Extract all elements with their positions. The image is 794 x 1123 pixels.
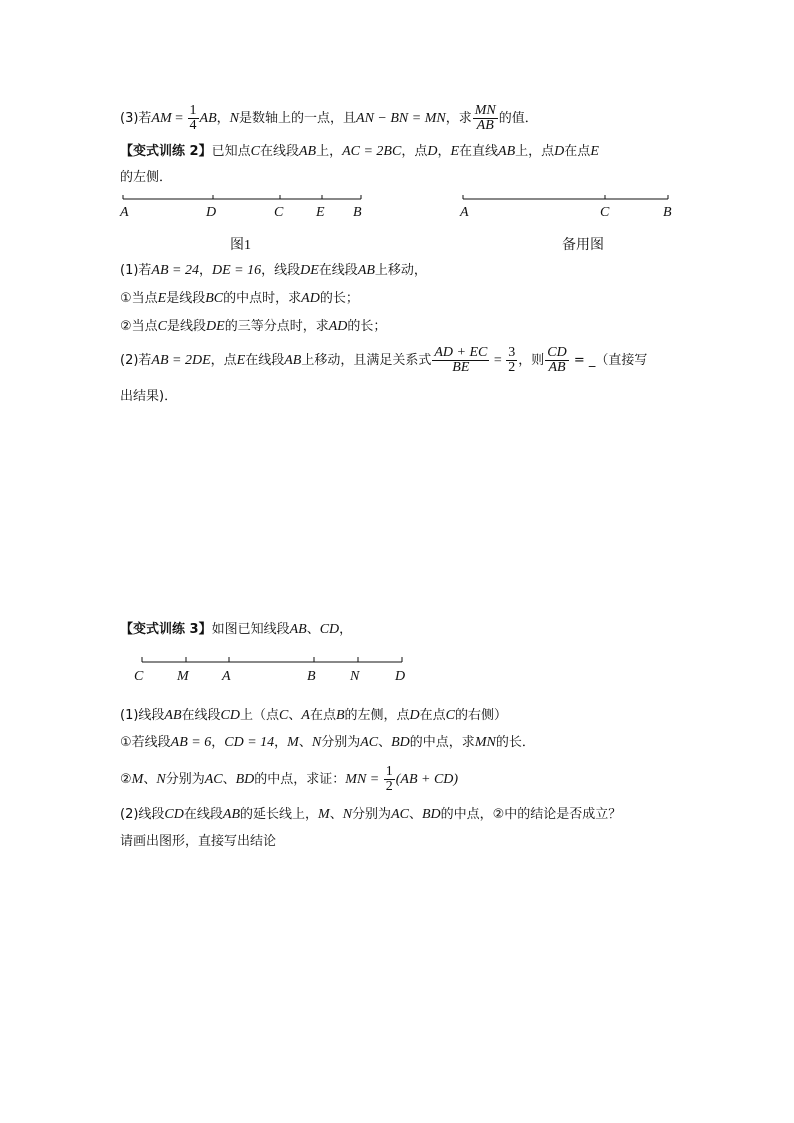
p1a-t2: 是线段 (166, 291, 206, 306)
fig3-label-m: M (177, 669, 189, 684)
q31b-f-num: 1 (385, 764, 393, 779)
v3-part-2-line2 (120, 833, 276, 851)
q31b-t3: 、 (222, 772, 236, 787)
vt2-e2: E (590, 144, 599, 159)
p1a-bc: BC (205, 291, 224, 306)
q31-cd: CD (220, 708, 240, 723)
vt2-t2: 在线段 (259, 144, 299, 159)
vt2-d: D (427, 144, 438, 159)
variant-3-tag: 【变式训练 3】 (120, 622, 212, 637)
vt3-t2: 、 (306, 622, 320, 637)
p2-t2: 在线段 (245, 353, 285, 368)
p1-prefix: (1)若 (120, 263, 152, 278)
q31-t6: 在点 (419, 708, 446, 723)
vt2-t1: 已知点 (211, 144, 251, 159)
vt2-expr: AC = 2BC (342, 144, 402, 159)
q3-t2: 是数轴上的一点，且 (239, 111, 357, 126)
v3-part-1-statement (120, 707, 507, 725)
p1b-t2: 是线段 (167, 319, 207, 334)
q31a-e1: AB = 6 (170, 735, 212, 750)
p2-f1-num: AD + EC (434, 345, 488, 360)
q31a-t4: 、 (298, 735, 312, 750)
q31-prefix: (1)线段 (120, 708, 165, 723)
p1a-t4: 的长； (319, 291, 359, 306)
q3-frac2-den: AB (476, 118, 494, 133)
vt3-t1: 如图已知线段 (211, 622, 290, 637)
p2-frac-main (432, 346, 489, 375)
q31b-t1: 、 (143, 772, 157, 787)
p1-e2: DE = 16 (212, 263, 262, 278)
p2-f2-den: 2 (508, 360, 516, 375)
q31b-n: N (156, 772, 166, 787)
q31b-t4: 的中点，求证： (254, 772, 346, 787)
q31-a: A (301, 708, 310, 723)
p1-e1: AB = 24 (151, 263, 199, 278)
vt2-t4: ，点 (401, 144, 428, 159)
q31b-frac-1-2 (384, 765, 395, 794)
p1b-ad: AD (328, 319, 348, 334)
fig3-label-n: N (350, 669, 360, 684)
q3-frac-1-4 (188, 104, 199, 133)
vt2-t3: 上， (316, 144, 343, 159)
q32-t4: 分别为 (352, 807, 392, 822)
q31-b: B (335, 708, 345, 723)
p2-t5: = _（直接写 (569, 353, 648, 368)
q31a-mn: MN (474, 735, 496, 750)
q31b-bd: BD (235, 772, 255, 787)
variant-2-line2 (120, 169, 172, 187)
p1a-mark: ① (120, 291, 132, 306)
p1a-e: E (157, 291, 167, 306)
p2-line2: 出结果)． (120, 389, 178, 404)
q31a-t8: 的长． (495, 735, 535, 750)
q32-line2: 请画出图形，直接写出结论 (120, 834, 277, 849)
vt2-t7: 上，点 (515, 144, 555, 159)
q31-d: D (409, 708, 420, 723)
p1b-t1: 当点 (131, 319, 158, 334)
q31a-e2: CD = 14 (224, 735, 275, 750)
q32-bd: BD (421, 807, 441, 822)
q3-n: N (229, 111, 240, 126)
q32-ab: AB (222, 807, 240, 822)
p1a-ad: AD (301, 291, 320, 306)
backup-figure-caption: 备用图 (562, 238, 604, 253)
figure-3-segment (130, 652, 420, 686)
vt2-d2: D (554, 144, 565, 159)
q3-t3: ，求 (445, 111, 472, 126)
figure-1-segment (115, 192, 375, 226)
vt2-t8: 在点 (564, 144, 591, 159)
vt2-ab2: AB (498, 144, 516, 159)
q32-prefix: (2)线段 (120, 807, 165, 822)
fig3-label-c: C (134, 669, 144, 684)
q31-c2: C (445, 708, 456, 723)
fig1-label-a: A (120, 205, 129, 220)
fig3-label-a: A (222, 669, 231, 684)
q3-frac2-num: MN (474, 103, 496, 118)
p1b-mark: ② (120, 319, 132, 334)
q3-eq: = (171, 111, 187, 126)
q32-t6: 的中点，②中的结论是否成立？ (440, 807, 622, 822)
figure-1-caption: 图1 (230, 238, 251, 253)
backup-label-a: A (460, 205, 469, 220)
q3-t4: 的值． (498, 111, 538, 126)
q31b-m: M (131, 772, 144, 787)
q3-frac1-den: 4 (189, 118, 197, 133)
p1-t4: 上移动， (374, 263, 427, 278)
q32-ac: AC (391, 807, 409, 822)
vt3-ab: AB (289, 622, 307, 637)
q3-prefix: (3)若 (120, 111, 152, 126)
vt2-c: C (250, 144, 260, 159)
q31a-ac: AC (360, 735, 379, 750)
q31a-t5: 分别为 (321, 735, 361, 750)
vt2-line2: 的左侧． (120, 170, 173, 185)
v3-part-1b (120, 765, 458, 794)
q31-c: C (279, 708, 289, 723)
q31a-t1: 若线段 (131, 735, 171, 750)
vt3-t3: ， (339, 622, 353, 637)
q31b-f-den: 2 (385, 779, 393, 794)
q31-t3: 、 (288, 708, 302, 723)
p2-eq: = (490, 353, 506, 368)
part-1b (120, 318, 386, 336)
part-2-line2 (120, 388, 177, 406)
q31a-n: N (311, 735, 322, 750)
fig1-label-c: C (274, 205, 284, 220)
fig1-label-d: D (206, 205, 217, 220)
p2-f2-num: 3 (508, 345, 516, 360)
p1b-c: C (157, 319, 168, 334)
vt3-cd: CD (319, 622, 340, 637)
vt2-t6: 在直线 (459, 144, 499, 159)
q31a-t2: ， (211, 735, 225, 750)
part-2-statement (120, 346, 647, 375)
p2-t1: ，点 (210, 353, 237, 368)
p1a-t1: 当点 (131, 291, 158, 306)
q31a-t7: 的中点，求 (409, 735, 475, 750)
p1b-de: DE (206, 319, 225, 334)
q31-t4: 在点 (309, 708, 336, 723)
q32-n: N (342, 807, 353, 822)
q32-t5: 、 (408, 807, 422, 822)
p2-f3-den: AB (548, 360, 566, 375)
fig1-label-b: B (353, 205, 362, 220)
p1b-t3: 的三等分点时，求 (224, 319, 329, 334)
fig3-label-b: B (307, 669, 316, 684)
p1b-t4: 的长； (347, 319, 387, 334)
q32-t3: 、 (329, 807, 343, 822)
q3-ab: AB (199, 111, 217, 126)
p2-t3: 上移动，且满足关系式 (301, 353, 432, 368)
q31b-e2: (AB + CD) (395, 772, 459, 787)
backup-label-c: C (600, 205, 610, 220)
p2-ab: AB (284, 353, 302, 368)
variant-2-statement (120, 143, 599, 161)
q31b-mark: ② (120, 772, 132, 787)
q31-ab: AB (164, 708, 182, 723)
fig3-label-d: D (395, 669, 406, 684)
p2-e1: AB = 2DE (151, 353, 211, 368)
q32-t2: 的延长线上， (240, 807, 319, 822)
p1-t3: 在线段 (318, 263, 358, 278)
v3-part-1a (120, 734, 535, 752)
variant-2-tag: 【变式训练 2】 (120, 144, 212, 159)
part-1-statement (120, 262, 427, 280)
vt2-ab: AB (298, 144, 317, 159)
p2-e: E (236, 353, 246, 368)
q31-t5: 的左侧，点 (344, 708, 410, 723)
variant-3-statement (120, 621, 352, 639)
q31-t1: 在线段 (181, 708, 221, 723)
q32-m: M (318, 807, 330, 822)
q3-frac1-num: 1 (189, 103, 197, 118)
backup-label-b: B (663, 205, 672, 220)
q31b-t2: 分别为 (165, 772, 205, 787)
q31a-m: M (287, 735, 299, 750)
p1-t1: ， (198, 263, 212, 278)
q31a-mark: ① (120, 735, 132, 750)
p2-frac-cd-ab (545, 346, 568, 375)
vt2-t5: ， (437, 144, 451, 159)
q3-t1: ， (216, 111, 230, 126)
v3-part-2-statement (120, 806, 621, 824)
p2-f3-num: CD (547, 345, 567, 360)
q31a-bd: BD (391, 735, 410, 750)
q32-cd: CD (164, 807, 184, 822)
p2-frac-3-2 (506, 346, 517, 375)
question-3 (120, 104, 538, 133)
p2-t4: ，则 (518, 353, 545, 368)
q31-t7: 的右侧） (455, 708, 508, 723)
q31b-ac: AC (204, 772, 223, 787)
p1-t2: ，线段 (261, 263, 301, 278)
p1-de: DE (300, 263, 319, 278)
q31a-t3: ， (274, 735, 288, 750)
q31-t2: 上（点 (240, 708, 280, 723)
q3-frac-mn-ab (473, 104, 498, 133)
p1a-t3: 的中点时，求 (223, 291, 302, 306)
q3-expr: AN − BN = MN (356, 111, 446, 126)
part-1a (120, 290, 359, 308)
fig1-label-e: E (316, 205, 325, 220)
p2-prefix: (2)若 (120, 353, 152, 368)
q31b-e1: MN = (345, 772, 383, 787)
p1-ab: AB (357, 263, 375, 278)
q32-t1: 在线段 (183, 807, 223, 822)
p2-f1-den: BE (452, 360, 470, 375)
q31a-t6: 、 (378, 735, 392, 750)
q3-am: AM (151, 111, 172, 126)
backup-figure-segment (455, 192, 685, 226)
vt2-e: E (450, 144, 460, 159)
